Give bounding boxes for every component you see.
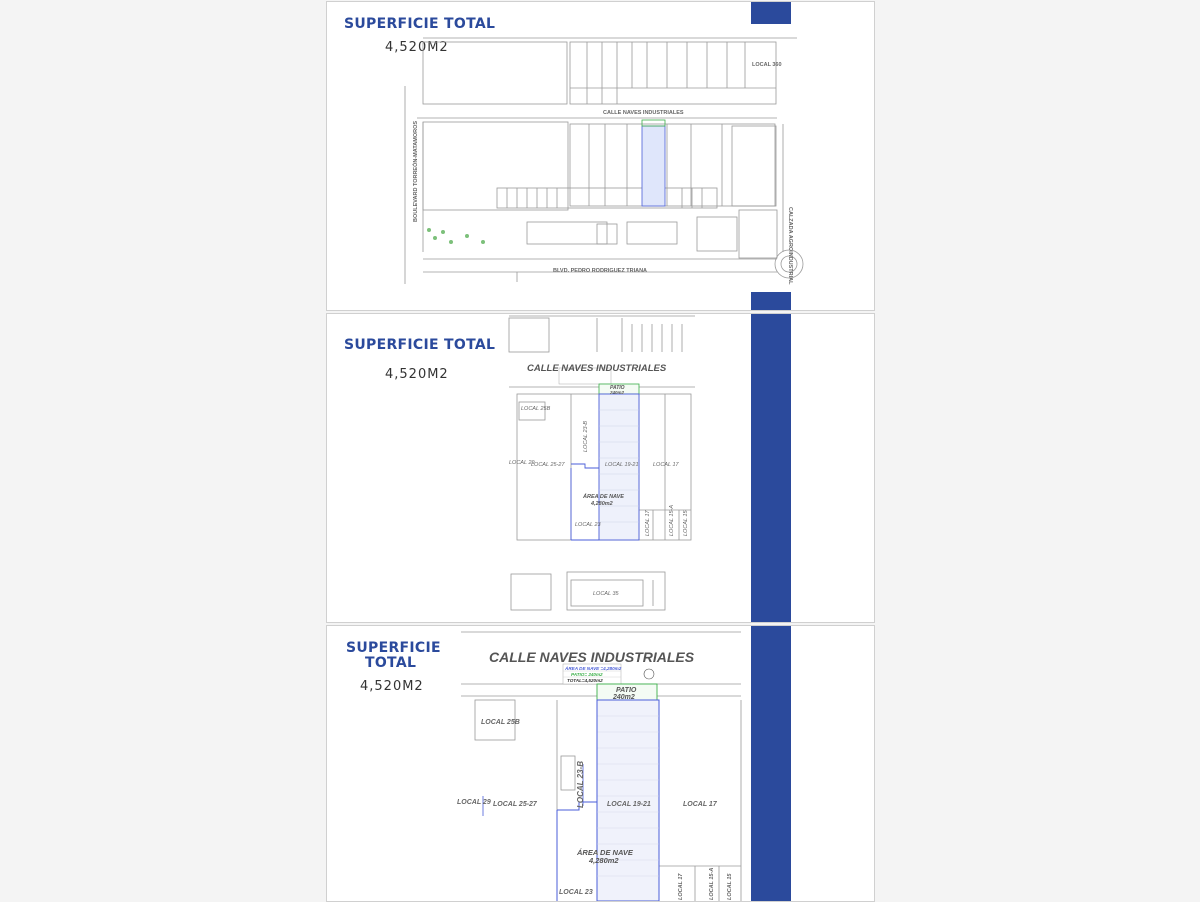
local-29-label: LOCAL 29 (457, 799, 491, 806)
patio-area-label: 240m2 (610, 390, 625, 395)
patio-label: PATIO (610, 385, 625, 391)
street-label: CALLE NAVES INDUSTRIALES (527, 363, 667, 374)
street-label: CALLE NAVES INDUSTRIALES (489, 649, 695, 665)
local-23b-label: LOCAL 23-B (576, 761, 585, 808)
accent-bar (751, 314, 791, 622)
local-25b-label: LOCAL 25B (481, 719, 520, 726)
total-area-value: 4,520M2 (385, 40, 449, 55)
legend-total: TOTAL=4,520m2 (567, 678, 603, 683)
local-25-27-label: LOCAL 25-27 (531, 462, 565, 468)
local-19-21-label: LOCAL 19-21 (607, 801, 651, 808)
street-label-left: BOULEVARD TORREÓN-MATAMOROS (413, 120, 419, 222)
local-17-label: LOCAL 17 (683, 801, 717, 808)
local-17-label: LOCAL 17 (653, 462, 679, 468)
page-title-line1: SUPERFICIE (346, 640, 441, 656)
zoomed-plan-panel (326, 313, 875, 623)
local-19-21-label: LOCAL 19-21 (605, 462, 639, 468)
local-29-label: LOCAL 29 (509, 460, 535, 466)
local-25-27-label: LOCAL 25-27 (493, 801, 537, 808)
zoomed-plan-drawing (327, 314, 747, 622)
site-plan-panel (326, 1, 875, 311)
street-label-right: CALZADA AGROINDUSTRIAL (787, 207, 793, 285)
local-15a-label: LOCAL 15-A (669, 504, 675, 536)
local-25b-label: LOCAL 25B (521, 406, 551, 412)
nave-area-label: 4,280m2 (589, 856, 619, 865)
accent-bar (751, 626, 791, 901)
local-23-label: LOCAL 23 (559, 889, 593, 896)
total-area-value: 4,520M2 (385, 367, 449, 382)
nave-label: ÁREA DE NAVE (577, 848, 633, 857)
legend-patio: PATIO= 240m2 (571, 672, 603, 677)
patio-label: PATIO (616, 687, 637, 694)
detail-plan-panel (326, 625, 875, 902)
local-15a-label: LOCAL 15-A (709, 867, 715, 900)
local-label: LOCAL 360 (752, 62, 782, 68)
page-title-line2: TOTAL (365, 655, 417, 671)
local-35-label: LOCAL 35 (593, 591, 619, 597)
local-15-label: LOCAL 15 (727, 873, 733, 900)
legend-nave: ÁREA DE NAVE =4,280m2 (565, 666, 622, 671)
local-23b-label: LOCAL 23-B (583, 420, 589, 452)
nave-area-label: 4,280m2 (591, 501, 613, 507)
local-15-label: LOCAL 15 (683, 510, 689, 536)
street-label-top: CALLE NAVES INDUSTRIALES (603, 110, 684, 116)
page-title: SUPERFICIE TOTAL (344, 337, 496, 353)
page-title: SUPERFICIE TOTAL (344, 16, 496, 32)
local-23-label: LOCAL 23 (575, 522, 601, 528)
detail-plan-drawing (327, 626, 751, 901)
local-17b-label: LOCAL 17 (645, 510, 651, 536)
street-label-bottom: BLVD. PEDRO RODRIGUEZ TRIANA (553, 268, 648, 274)
site-plan-drawing (327, 2, 874, 310)
total-area-value: 4,520M2 (360, 679, 424, 694)
local-17b-label: LOCAL 17 (678, 873, 684, 900)
nave-label: ÁREA DE NAVE (583, 494, 624, 500)
patio-area-label: 240m2 (613, 694, 635, 701)
